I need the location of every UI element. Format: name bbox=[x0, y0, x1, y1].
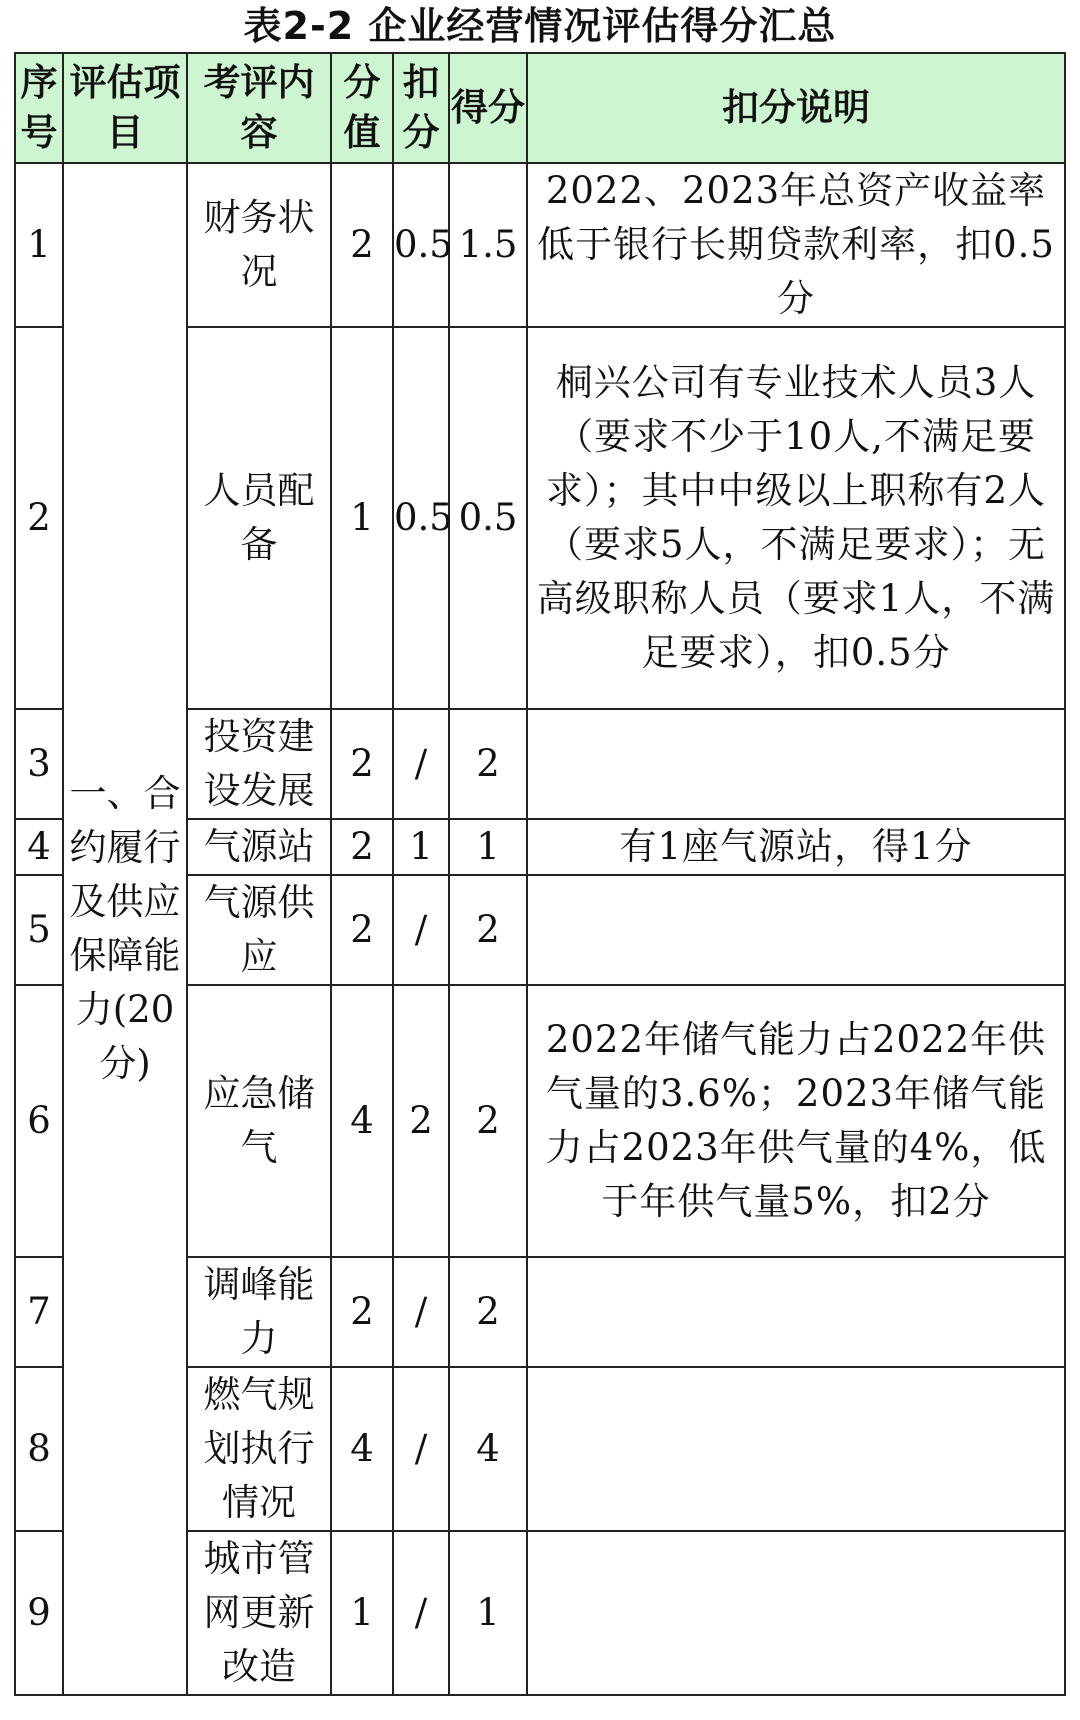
row-no: 8 bbox=[15, 1367, 63, 1531]
header-score: 分值 bbox=[331, 53, 393, 163]
row-deduct: 1 bbox=[393, 819, 449, 875]
header-no: 序号 bbox=[15, 53, 63, 163]
row-got: 1 bbox=[449, 819, 527, 875]
row-got: 1.5 bbox=[449, 163, 527, 327]
row-no: 2 bbox=[15, 327, 63, 709]
row-deduct: 0.5 bbox=[393, 327, 449, 709]
score-summary-table bbox=[14, 52, 1066, 1696]
row-deduct: / bbox=[393, 1367, 449, 1531]
row-got: 2 bbox=[449, 985, 527, 1257]
table-title: 表2-2 企业经营情况评估得分汇总 bbox=[243, 4, 837, 48]
header-note: 扣分说明 bbox=[527, 53, 1065, 163]
row-no: 1 bbox=[15, 163, 63, 327]
row-got: 2 bbox=[449, 875, 527, 985]
row-got: 2 bbox=[449, 1257, 527, 1367]
row-deduct: / bbox=[393, 1257, 449, 1367]
row-got: 2 bbox=[449, 709, 527, 819]
row-no: 6 bbox=[15, 985, 63, 1257]
row-score: 2 bbox=[331, 163, 393, 327]
row-score: 4 bbox=[331, 1367, 393, 1531]
table-row bbox=[15, 163, 1065, 327]
row-score: 2 bbox=[331, 1257, 393, 1367]
row-score: 4 bbox=[331, 985, 393, 1257]
header-got: 得分 bbox=[449, 53, 527, 163]
row-content: 财务状况 bbox=[187, 163, 331, 327]
row-got: 1 bbox=[449, 1531, 527, 1695]
row-content: 投资建设发展 bbox=[187, 709, 331, 819]
row-score: 1 bbox=[331, 327, 393, 709]
header-row bbox=[15, 53, 1065, 163]
row-no: 5 bbox=[15, 875, 63, 985]
row-note bbox=[527, 709, 1065, 819]
row-no: 7 bbox=[15, 1257, 63, 1367]
row-content: 应急储气 bbox=[187, 985, 331, 1257]
row-content: 城市管网更新改造 bbox=[187, 1531, 331, 1695]
row-content: 气源供应 bbox=[187, 875, 331, 985]
row-content: 调峰能力 bbox=[187, 1257, 331, 1367]
row-score: 2 bbox=[331, 819, 393, 875]
category-cell: 一、合约履行及供应保障能力(20分) bbox=[63, 163, 187, 1695]
row-deduct: 0.5 bbox=[393, 163, 449, 327]
row-deduct: / bbox=[393, 875, 449, 985]
row-note bbox=[527, 1367, 1065, 1531]
row-note bbox=[527, 875, 1065, 985]
row-note: 2022年储气能力占2022年供气量的3.6%；2023年储气能力占2023年供气量的4%，低于年供气量5%，扣2分 bbox=[527, 985, 1065, 1257]
row-got: 0.5 bbox=[449, 327, 527, 709]
row-note bbox=[527, 1257, 1065, 1367]
row-deduct: 2 bbox=[393, 985, 449, 1257]
row-note bbox=[527, 1531, 1065, 1695]
row-deduct: / bbox=[393, 709, 449, 819]
header-deduct: 扣分 bbox=[393, 53, 449, 163]
row-note: 桐兴公司有专业技术人员3人（要求不少于10人,不满足要求）；其中中级以上职称有2人（要求5人，不满足要求）；无高级职称人员（要求1人，不满足要求），扣0.5分 bbox=[527, 327, 1065, 709]
row-content: 人员配备 bbox=[187, 327, 331, 709]
header-content: 考评内容 bbox=[187, 53, 331, 163]
row-score: 1 bbox=[331, 1531, 393, 1695]
row-no: 3 bbox=[15, 709, 63, 819]
row-got: 4 bbox=[449, 1367, 527, 1531]
row-content: 气源站 bbox=[187, 819, 331, 875]
row-content: 燃气规划执行情况 bbox=[187, 1367, 331, 1531]
row-note: 有1座气源站，得1分 bbox=[527, 819, 1065, 875]
row-note: 2022、2023年总资产收益率低于银行长期贷款利率，扣0.5分 bbox=[527, 163, 1065, 327]
row-deduct: / bbox=[393, 1531, 449, 1695]
row-score: 2 bbox=[331, 875, 393, 985]
row-no: 4 bbox=[15, 819, 63, 875]
row-no: 9 bbox=[15, 1531, 63, 1695]
header-item: 评估项目 bbox=[63, 53, 187, 163]
row-score: 2 bbox=[331, 709, 393, 819]
